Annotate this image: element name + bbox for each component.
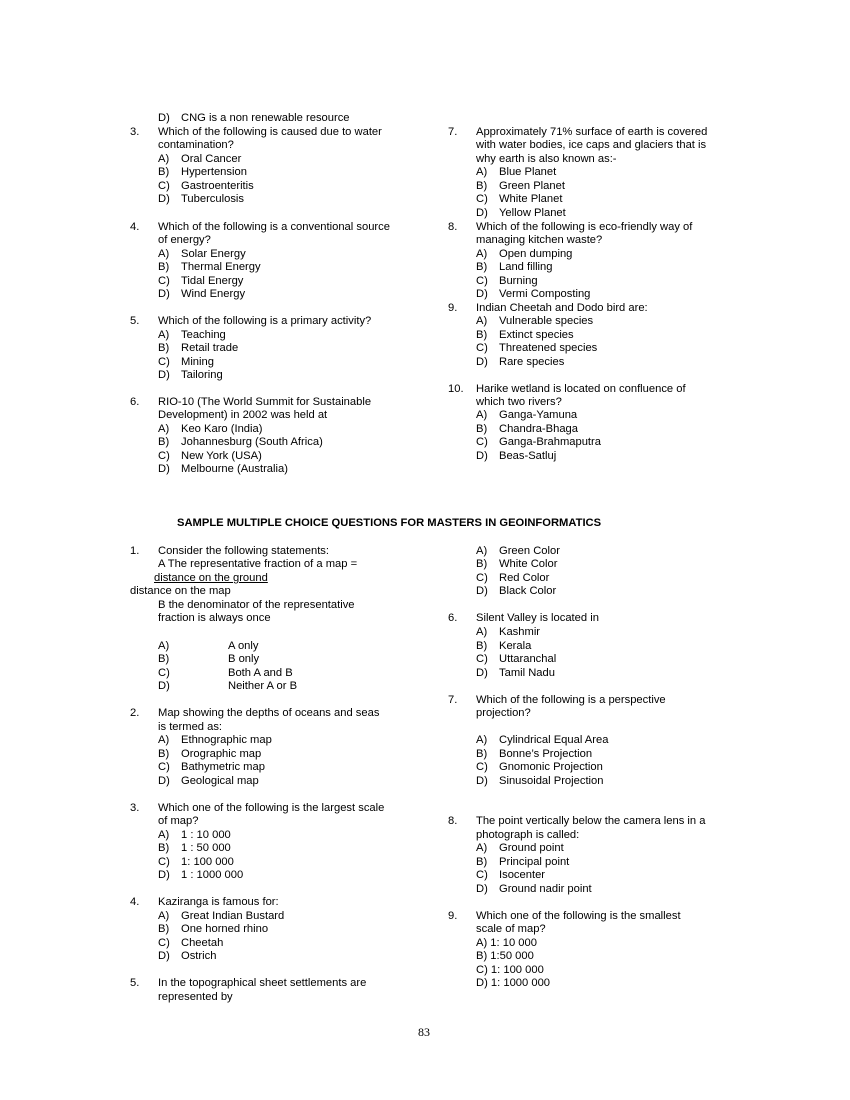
option-text: Principal point — [499, 856, 570, 868]
question-text: Which of the following is eco-friendly way of — [476, 221, 693, 233]
option-letter: A) — [158, 248, 170, 260]
option-letter: D) — [476, 288, 488, 300]
option-text: Bathymetric map — [181, 761, 265, 773]
question-number: 6. — [448, 612, 458, 624]
question-text: Consider the following statements: — [158, 545, 330, 557]
option-text: 1 : 1000 000 — [181, 869, 244, 881]
option-letter: C) — [158, 180, 170, 192]
option-letter: C) — [476, 653, 488, 665]
question-text: Silent Valley is located in — [476, 612, 599, 624]
option-text: Chandra-Bhaga — [499, 423, 578, 435]
question-text: Harike wetland is located on confluence of — [476, 383, 686, 395]
option-letter: C) — [158, 450, 170, 462]
option-text: Gastroenteritis — [181, 180, 254, 192]
option-letter: B) — [476, 329, 488, 341]
option-letter: D) — [476, 667, 488, 679]
option-letter: D) — [476, 356, 488, 368]
statement-a: A The representative fraction of a map = — [158, 558, 358, 570]
option-text: Wind Energy — [181, 288, 246, 300]
option-letter: B) — [476, 640, 488, 652]
option-inline: A) 1: 10 000 — [476, 937, 537, 949]
option-text: Tidal Energy — [181, 275, 244, 287]
question-text: Which of the following is a perspective — [476, 694, 666, 706]
question-number: 7. — [448, 694, 458, 706]
option-letter: A) — [158, 910, 170, 922]
question-text: Which one of the following is the largest scale — [158, 802, 385, 814]
option-text: Thermal Energy — [181, 261, 261, 273]
option-letter: A) — [158, 329, 170, 341]
question-number: 3. — [130, 802, 140, 814]
question-text: Map showing the depths of oceans and seas — [158, 707, 380, 719]
option-text: Cheetah — [181, 937, 224, 949]
option-text: Cylindrical Equal Area — [499, 734, 609, 746]
option-text: Land filling — [499, 261, 553, 273]
option-text: Kerala — [499, 640, 532, 652]
question-text: In the topographical sheet settlements are — [158, 977, 367, 989]
option-letter: A) — [158, 734, 170, 746]
option-letter: B) — [476, 261, 488, 273]
option-text: Vulnerable species — [499, 315, 594, 327]
question-text: Development) in 2002 was held at — [158, 409, 328, 421]
option-letter: B) — [158, 748, 170, 760]
option-letter: B) — [158, 842, 170, 854]
option-letter: C) — [476, 275, 488, 287]
fraction-denominator: distance on the map — [130, 585, 231, 597]
option-letter: A) — [476, 166, 488, 178]
question-text: Which of the following is caused due to water — [158, 126, 382, 138]
option-text: Teaching — [181, 329, 226, 341]
option-letter: B) — [158, 436, 170, 448]
question-text: of energy? — [158, 234, 211, 246]
question-text: is termed as: — [158, 721, 223, 733]
option-text: Vermi Composting — [499, 288, 591, 300]
option-text: Ethnographic map — [181, 734, 272, 746]
option-letter: C) — [158, 856, 170, 868]
question-text: which two rivers? — [476, 396, 562, 408]
option-letter: C) — [158, 275, 170, 287]
option-text: Ganga-Yamuna — [499, 409, 578, 421]
option-letter: D) — [476, 207, 488, 219]
option-text: Black Color — [499, 585, 557, 597]
option-text: Green Color — [499, 545, 560, 557]
option-letter: A) — [476, 545, 488, 557]
option-text: White Planet — [499, 193, 563, 205]
option-letter: B) — [158, 923, 170, 935]
option-text: Ostrich — [181, 950, 217, 962]
question-number: 7. — [448, 126, 458, 138]
option-text: 1 : 50 000 — [181, 842, 231, 854]
option-letter: A) — [476, 409, 488, 421]
option-letter: B) — [158, 342, 170, 354]
option-letter: A) — [476, 248, 488, 260]
option-text: Isocenter — [499, 869, 546, 881]
option-letter: C) — [158, 761, 170, 773]
question-number: 10. — [448, 383, 464, 395]
question-text: Approximately 71% surface of earth is covered — [476, 126, 708, 138]
question-number: 1. — [130, 545, 140, 557]
option-letter: C) — [158, 356, 170, 368]
option-letter: C) — [476, 761, 488, 773]
option-text: Sinusoidal Projection — [499, 775, 604, 787]
question-text: photograph is called: — [476, 829, 580, 841]
option-text: Gnomonic Projection — [499, 761, 603, 773]
statement-b: B the denominator of the representative — [158, 599, 355, 611]
question-text: with water bodies, ice caps and glaciers that is — [476, 139, 707, 151]
question-text: Kaziranga is famous for: — [158, 896, 279, 908]
option-text: Burning — [499, 275, 538, 287]
option-text: Bonne’s Projection — [499, 748, 593, 760]
question-text: Which one of the following is the smallest — [476, 910, 681, 922]
option-text: Open dumping — [499, 248, 573, 260]
option-letter: D) — [158, 775, 170, 787]
option-letter: A) — [158, 153, 170, 165]
option-text: Both A and B — [228, 667, 293, 679]
question-text: Which of the following is a conventional source — [158, 221, 390, 233]
question-text: Which of the following is a primary activity? — [158, 315, 372, 327]
option-letter: D) — [158, 288, 170, 300]
option-letter: B) — [476, 180, 488, 192]
page-number: 83 — [418, 1025, 430, 1039]
option-text: A only — [228, 640, 259, 652]
option-letter: D) — [158, 680, 170, 692]
option-letter: B) — [476, 748, 488, 760]
option-letter: C) — [476, 193, 488, 205]
question-number: 8. — [448, 221, 458, 233]
option-letter: C) — [476, 572, 488, 584]
option-text: Tamil Nadu — [499, 667, 555, 679]
option-letter: A) — [476, 734, 488, 746]
question-text: Indian Cheetah and Dodo bird are: — [476, 302, 648, 314]
option-letter: A) — [158, 640, 170, 652]
option-text: Geological map — [181, 775, 259, 787]
option-text: CNG is a non renewable resource — [181, 112, 350, 124]
option-letter: B) — [476, 423, 488, 435]
question-text: scale of map? — [476, 923, 546, 935]
option-letter: C) — [158, 667, 170, 679]
question-number: 9. — [448, 910, 458, 922]
option-text: Johannesburg (South Africa) — [181, 436, 323, 448]
option-text: Tuberculosis — [181, 193, 245, 205]
option-text: Green Planet — [499, 180, 565, 192]
question-number: 4. — [130, 221, 140, 233]
option-letter: D) — [476, 585, 488, 597]
option-letter: A) — [476, 626, 488, 638]
option-letter: C) — [476, 869, 488, 881]
option-text: Oral Cancer — [181, 153, 242, 165]
option-text: Uttaranchal — [499, 653, 557, 665]
option-letter: B) — [158, 261, 170, 273]
option-text: Neither A or B — [228, 680, 298, 692]
option-letter: D) — [476, 450, 488, 462]
option-text: Blue Planet — [499, 166, 557, 178]
option-letter: D) — [158, 869, 170, 881]
question-number: 3. — [130, 126, 140, 138]
question-number: 8. — [448, 815, 458, 827]
option-text: Rare species — [499, 356, 565, 368]
option-text: Yellow Planet — [499, 207, 566, 219]
option-text: B only — [228, 653, 260, 665]
option-inline: B) 1:50 000 — [476, 950, 534, 962]
option-text: 1: 100 000 — [181, 856, 234, 868]
option-letter: D) — [476, 775, 488, 787]
option-letter: B) — [476, 856, 488, 868]
option-text: Solar Energy — [181, 248, 246, 260]
option-letter: D) — [158, 112, 170, 124]
option-text: 1 : 10 000 — [181, 829, 231, 841]
option-text: One horned rhino — [181, 923, 269, 935]
question-number: 5. — [130, 977, 140, 989]
option-letter: D) — [476, 883, 488, 895]
option-text: Mining — [181, 356, 214, 368]
option-letter: D) — [158, 463, 170, 475]
option-text: Red Color — [499, 572, 550, 584]
question-text: managing kitchen waste? — [476, 234, 603, 246]
option-text: Ganga-Brahmaputra — [499, 436, 601, 448]
option-letter: D) — [158, 369, 170, 381]
option-letter: A) — [476, 842, 488, 854]
option-text: Retail trade — [181, 342, 239, 354]
option-text: New York (USA) — [181, 450, 262, 462]
option-letter: A) — [158, 829, 170, 841]
option-letter: D) — [158, 193, 170, 205]
statement-b: fraction is always once — [158, 612, 271, 624]
question-text: contamination? — [158, 139, 234, 151]
question-text: projection? — [476, 707, 531, 719]
option-inline: D) 1: 1000 000 — [476, 977, 551, 989]
option-text: Beas-Satluj — [499, 450, 557, 462]
option-text: Kashmir — [499, 626, 541, 638]
option-text: Keo Karo (India) — [181, 423, 263, 435]
option-letter: B) — [158, 166, 170, 178]
option-letter: A) — [158, 423, 170, 435]
option-text: Extinct species — [499, 329, 574, 341]
question-number: 9. — [448, 302, 458, 314]
question-number: 2. — [130, 707, 140, 719]
option-letter: A) — [476, 315, 488, 327]
option-letter: D) — [158, 950, 170, 962]
option-text: Orographic map — [181, 748, 262, 760]
option-letter: C) — [476, 342, 488, 354]
question-number: 5. — [130, 315, 140, 327]
option-text: Threatened species — [499, 342, 598, 354]
option-text: Hypertension — [181, 166, 247, 178]
option-letter: C) — [158, 937, 170, 949]
question-text: represented by — [158, 991, 233, 1003]
option-letter: B) — [476, 558, 488, 570]
question-number: 4. — [130, 896, 140, 908]
option-text: Ground point — [499, 842, 564, 854]
option-text: Great Indian Bustard — [181, 910, 285, 922]
question-text: The point vertically below the camera lens in a — [476, 815, 706, 827]
question-text: of map? — [158, 815, 199, 827]
option-text: Tailoring — [181, 369, 223, 381]
option-letter: B) — [158, 653, 170, 665]
option-text: Ground nadir point — [499, 883, 592, 895]
question-text: why earth is also known as:- — [476, 153, 617, 165]
question-text: RIO-10 (The World Summit for Sustainable — [158, 396, 372, 408]
fraction-numerator: distance on the ground — [154, 572, 268, 584]
question-number: 6. — [130, 396, 140, 408]
option-letter: C) — [476, 436, 488, 448]
option-text: Melbourne (Australia) — [181, 463, 288, 475]
option-text: White Color — [499, 558, 558, 570]
option-inline: C) 1: 100 000 — [476, 964, 544, 976]
section-heading: SAMPLE MULTIPLE CHOICE QUESTIONS FOR MASTERS IN GEOINFORMATICS — [177, 517, 602, 529]
